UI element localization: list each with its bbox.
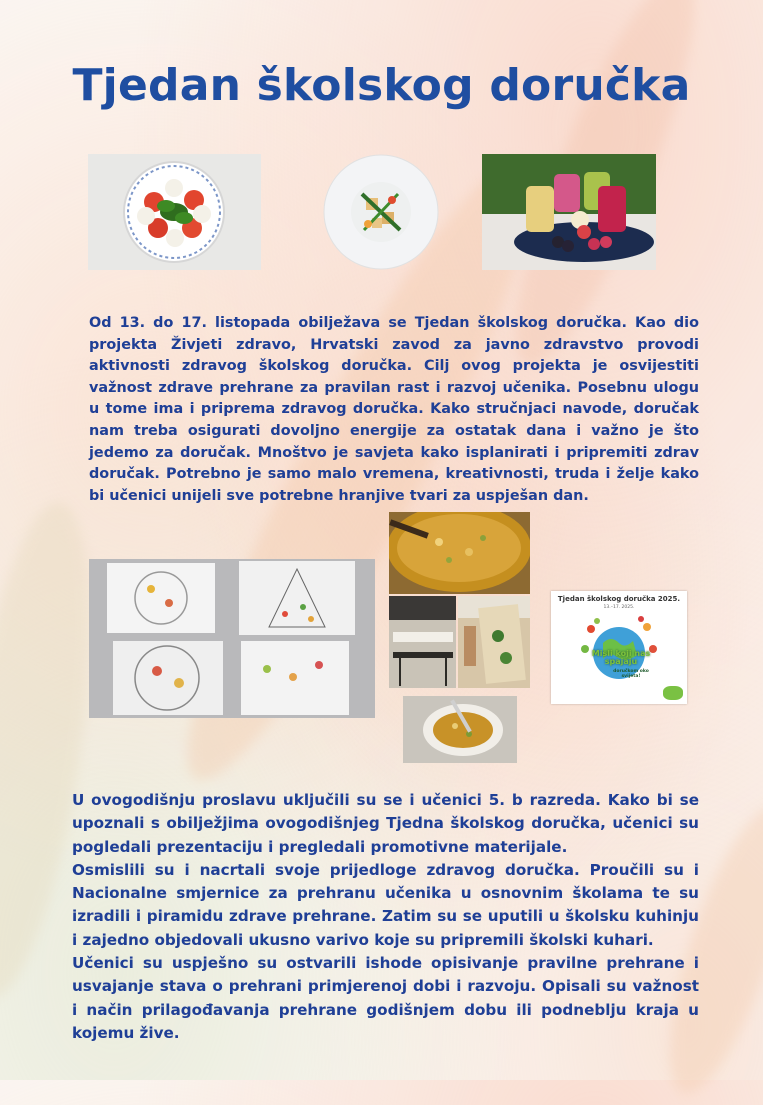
- stew-pot-photo: [389, 512, 530, 594]
- activity-paragraph: U ovogodišnju proslavu uključili su se i učenici 5. b razreda. Kako bi se upoznali s obilježjima ovogodišnjeg Tjedna školskog doručka, učenici su pogledali prezentaciju i pregledali promotivne materijale. Osmislili su i nacrtali svoje prijedloge zdravog doručka. Proučili su i Nacionalne smjernice za prehranu učenika u osnovnim školama te su izradili i piramidu zdrave prehrane. Zatim su se uputili u školsku kuhinju i zajedno objedovali ukusno varivo koje su pripremili školski kuhari. Učenici su uspješno su ostvarili ishode opisivanje pravilne prehrane i usvajanje stava o prehrani primjerenoj dobi i razvoju. Opisali su važnost i način prilagođavanja prehrane godišnjem dobu ili podneblju kraja u kojemu žive.: [72, 791, 699, 1042]
- organization-logo: [663, 686, 683, 700]
- school-canteen-photo: [389, 596, 456, 688]
- caprese-salad-photo: [88, 154, 261, 270]
- poster-subtitle: doručkom oko svijeta!: [613, 669, 649, 679]
- intro-paragraph: Od 13. do 17. listopada obilježava se Tjedan školskog doručka. Kao dio projekta Živjeti zdravo, Hrvatski zavod za javno zdravstvo provodi aktivnosti zdravog školskog doručka. Cilj ovog projekta je osvijestiti važnost zdrave prehrane za pravilan rast i razvoj učenika. Posebnu ulogu u tome ima i priprema zdravog doručka. Kako stručnjaci navode, doručak nam treba osigurati dovoljno energije za ostatak dana i važno je što jedemo za doručak. Mnoštvo je savjeta kako isplanirati i pripremiti zdrav doručak. Potrebno je samo malo vremena, kreativnosti, truda i želje kako bi učenici unijeli sve potrebne hranjive tvari za uspješan dan.: [89, 315, 699, 504]
- page-title: Tjedan školskog doručka: [72, 60, 691, 111]
- poster-title: Tjedan školskog doručka 2025.: [557, 595, 681, 603]
- stew-bowl-photo: [403, 696, 517, 763]
- breakfast-week-poster: [551, 591, 687, 704]
- poster-slogan: Misli koji nas spajaju: [591, 649, 651, 666]
- students-eating-photo: [458, 596, 530, 688]
- poster-date: 13.–17. 2025.: [603, 605, 635, 610]
- plated-salad-photo: [322, 154, 440, 270]
- smoothie-jars-photo: [482, 154, 656, 270]
- student-drawings-collage: [89, 559, 375, 718]
